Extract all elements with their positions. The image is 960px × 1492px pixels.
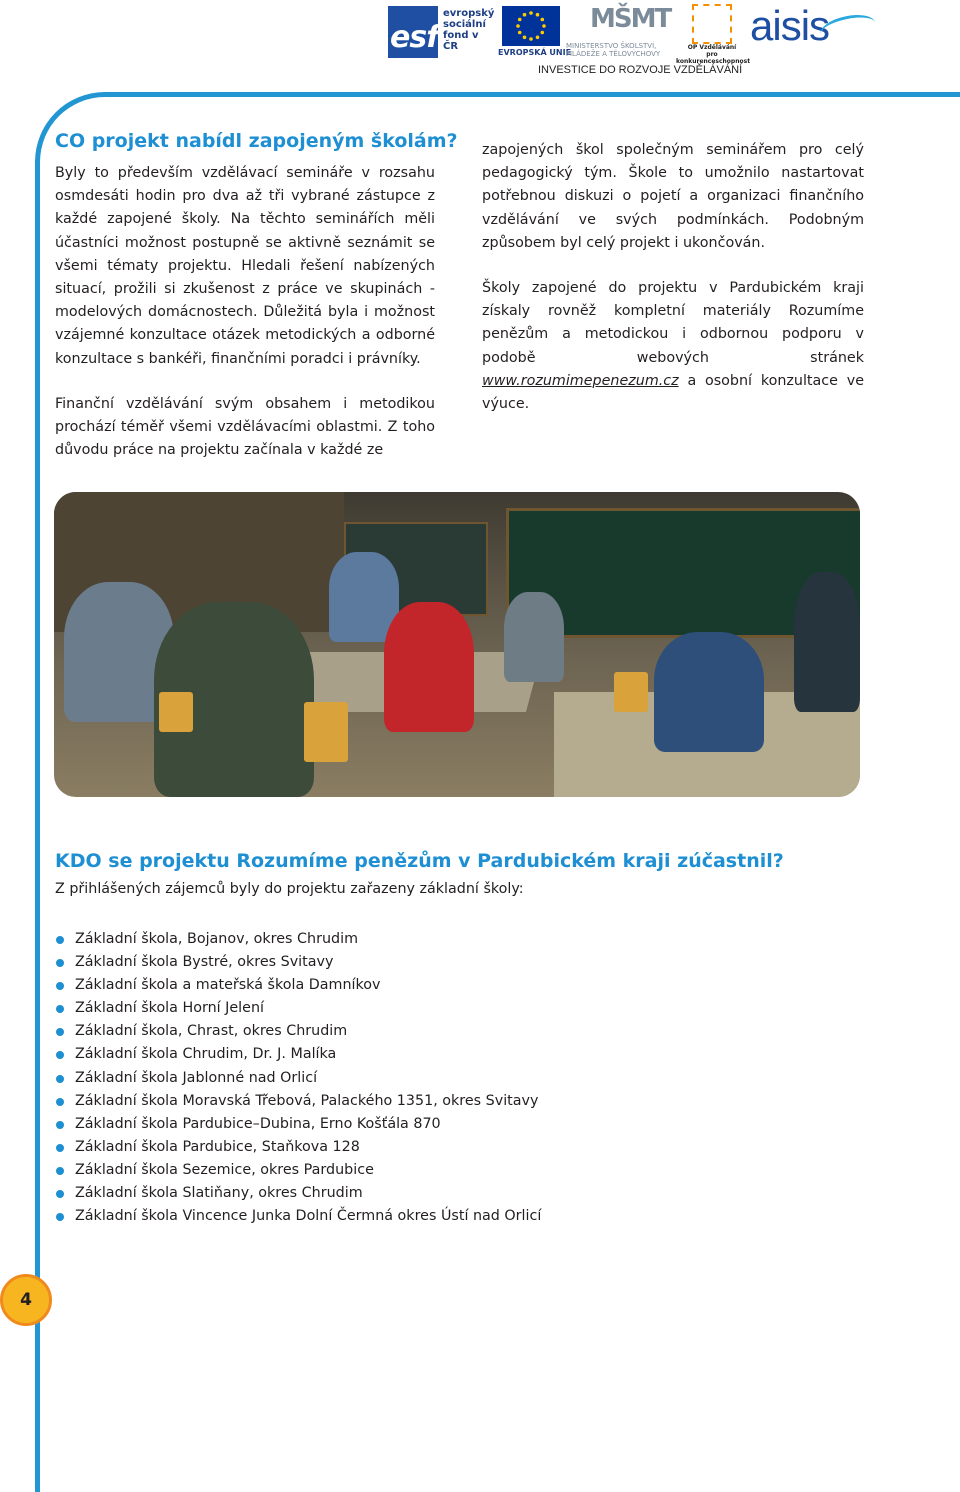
- header-tagline: INVESTICE DO ROZVOJE VZDĚLÁVÁNÍ: [538, 64, 743, 76]
- schools-intro: Z přihlášených zájemců byly do projektu zařazeny základní školy:: [55, 881, 524, 897]
- website-link[interactable]: www.rozumimepenezum.cz: [482, 372, 679, 389]
- left-paragraph-1: Byly to především vzdělávací semináře v rozsahu osmdesáti hodin pro dva až tři vybrané zástupce z každé zapojené školy. Na těchto seminářích měli účastníci možnost postupně se aktivně seznámit se všemi tématy projektu. Hledali řešení nabízených situací, prožili si zkušenost z práce ve skupinách - modelových domácnostech. Důležitá byla i možnost vzájemné konzultace otázek metodických a odborné konzultace s bankéři, finančními poradci i právníky.: [55, 165, 435, 367]
- photo-student: [384, 602, 474, 732]
- esf-line2: sociální: [443, 19, 486, 30]
- right-paragraph-1: zapojených škol společným seminářem pro celý pedagogický tým. Škole to umožnilo nastartovat potřebnou diskuzi o pojetí a organizaci finančního vzdělávání ve svých podmínkách. Podobným způsobem byl celý projekt i ukončován.: [482, 142, 864, 251]
- esf-logo-mark: [388, 6, 438, 58]
- list-item: Základní škola Pardubice, Staňkova 128: [55, 1136, 541, 1159]
- photo-chair: [614, 672, 648, 712]
- eu-logo: [498, 6, 572, 58]
- classroom-photo: [54, 492, 860, 797]
- esf-logo: [388, 6, 496, 58]
- left-column: [55, 162, 435, 462]
- photo-chair: [159, 692, 193, 732]
- left-paragraph-2: Finanční vzdělávání svým obsahem i metodikou prochází téměř všemi vzdělávacími oblastmi. Z toho důvodu práce na projektu začínala v každé ze: [55, 395, 435, 459]
- msmt-line1: MINISTERSTVO ŠKOLSTVÍ,: [566, 42, 657, 50]
- list-item: Základní škola Jablonné nad Orlicí: [55, 1067, 541, 1090]
- op-line2: pro konkurenceschopnost: [676, 51, 751, 65]
- list-item: Základní škola Moravská Třebová, Palackého 1351, okres Svitavy: [55, 1090, 541, 1113]
- op-logo-mark-icon: [692, 4, 732, 44]
- msmt-logo: [566, 4, 678, 60]
- right-paragraph-2-start: Školy zapojené do projektu v Pardubickém kraji získaly rovněž kompletní materiály Rozumíme penězům a metodickou i odbornou podporu v podobě webových stránek: [482, 280, 864, 366]
- esf-line3: fond v ČR: [443, 30, 479, 52]
- list-item: Základní škola Horní Jelení: [55, 997, 541, 1020]
- list-item: Základní škola Sezemice, okres Pardubice: [55, 1159, 541, 1182]
- list-item: Základní škola, Chrast, okres Chrudim: [55, 1020, 541, 1043]
- msmt-line2: MLÁDEŽE A TĚLOVÝCHOVY: [566, 50, 661, 58]
- right-column: [482, 139, 864, 416]
- esf-letters: esf: [390, 20, 439, 55]
- list-item: Základní škola Slatiňany, okres Chrudim: [55, 1182, 541, 1205]
- op-line1: OP Vzdělávání: [687, 44, 737, 51]
- msmt-text: [566, 42, 660, 58]
- list-item: Základní škola Vincence Junka Dolní Čermná okres Ústí nad Orlicí: [55, 1205, 541, 1228]
- header-logos: [0, 0, 960, 90]
- msmt-mark: MŠMT: [590, 4, 671, 34]
- eu-label: EVROPSKÁ UNIE: [498, 48, 572, 57]
- section2-title: KDO se projektu Rozumíme penězům v Pardubickém kraji zúčastnil?: [55, 850, 784, 872]
- list-item: Základní škola a mateřská škola Damníkov: [55, 974, 541, 997]
- right-paragraph-2-end: a osobní konzultace ve výuce.: [482, 372, 864, 413]
- page-number: 4: [0, 1274, 52, 1326]
- aisis-text: aisis: [750, 2, 830, 49]
- op-text: [676, 44, 751, 65]
- list-item: Základní škola, Bojanov, okres Chrudim: [55, 928, 541, 951]
- photo-student: [654, 632, 764, 752]
- aisis-logo: [750, 2, 880, 54]
- photo-student: [794, 572, 860, 712]
- esf-line1: evropský: [443, 8, 495, 19]
- esf-logo-text: [443, 8, 496, 52]
- school-list: [55, 928, 541, 1228]
- section1-title: CO projekt nabídl zapojeným školám?: [55, 130, 458, 152]
- list-item: Základní škola Chrudim, Dr. J. Malíka: [55, 1043, 541, 1066]
- list-item: Základní škola Bystré, okres Svitavy: [55, 951, 541, 974]
- eu-flag-icon: [502, 6, 560, 46]
- photo-student: [504, 592, 564, 682]
- photo-chair: [304, 702, 348, 762]
- op-logo: [676, 4, 751, 65]
- list-item: Základní škola Pardubice–Dubina, Erno Košťála 870: [55, 1113, 541, 1136]
- right-paragraph-2: [482, 277, 864, 416]
